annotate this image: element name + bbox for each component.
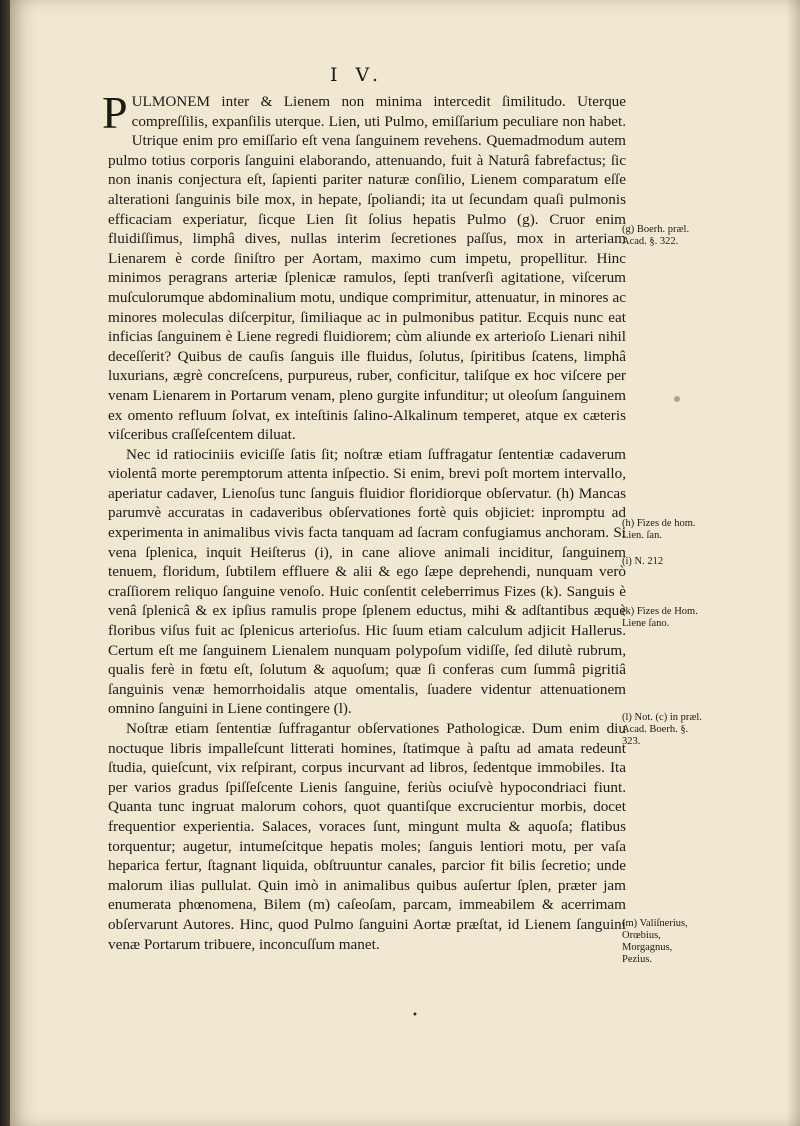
drop-cap: P: [102, 87, 128, 138]
margin-note-l: (l) Not. (c) in præl. Acad. Boerh. §. 323.: [622, 712, 702, 747]
paragraph-1-text: ULMONEM inter & Lienem non minima intercedit ſimilitudo. Uterque compreſſilis, expanſilis uterque. Lien, uti Pulmo, emiſſarium peculiare non habet. Utrique enim pro emiſſario eſt vena ſanguinem revehens. Quemadmodum autem pulmo totius corporis ſanguini elaborando, attenuando, fuit à Naturâ fabrefactus; ſic non inanis conjectura eſt, ſapienti pariter naturæ conſilio, Lienem comparatum eſſe alterationi ſanguinis bile mox, in hepate, ſpoliandi; ita ut ſecundam quaſi pulmonis efficaciam experiatur, ſicque Lien ſit ſolius hepatis Pulmo (g). Cruor enim fluidiſſimus, limphâ dives, nullas interim ſecretiones paſſus, mox in arteriam Lienarem è corde ſiniſtro per Aortam, maximo cum impetu, propellitur. Hinc minimos peragrans arteriæ ſplenicæ ramulos, ſepti tranſverſi agitatione, viſcerum muſculorumque abdominalium motu, undique comprimitur, attenuatur, in minores ac minores moleculas diſcerpitur, ſimiliaque ac in pulmonibus patitur. Ecquis nunc eat inficias ſanguinem è Liene regredi fluidiorem; cùm aliunde ex arterioſo Lienari nihil deceſſerit? Quibus de cauſis ſanguis ille fluidus, ſolutus, ſpiritibus ſcatens, limphâ luxurians, ægrè concreſcens, purpureus, ruber, conficitur, taliſque ex hoc viſcere per venam Lienarem in Portarum venam, pleno gurgite infunditur; ut oleoſum ſanguinem ex omento refluum ſolvat, ex inteſtinis ſalino-Alkalinum temperet, atque ex cæteris viſceribus craſſeſcentem diluat.: [108, 93, 626, 444]
margin-note-m: (m) Valiſnerius, Orœbius, Morgagnus, Pezius.: [622, 918, 688, 965]
book-gutter: [0, 0, 10, 1126]
margin-note-g: (g) Boerh. præl. Acad. §. 322.: [622, 224, 690, 247]
main-text: [102, 87, 626, 954]
footer-mark: •: [412, 1010, 418, 1021]
page-edge-shade: [786, 0, 800, 1126]
margin-note-h: (h) Fizes de hom. Lien. ſan.: [622, 518, 696, 541]
page-number-header: I V.: [330, 64, 384, 86]
margin-note-i: (i) N. 212: [622, 556, 664, 567]
paragraph-1: [102, 87, 626, 445]
paragraph-2: Nec id ratiociniis eviciſſe ſatis ſit; noſtræ etiam ſuffragatur ſententiæ cadaverum violentâ morte peremptorum attenta inſpectio. Si enim, brevi poſt mortem intervallo, aperiatur cadaver, Lienoſus tunc ſanguis fluidior floridiorque obſervatur. (h) Mancas parumvè accuratas in cadaveribus obſervationes fortè quis objiciet: inpromptu ad experimenta in animalibus vivis facta tanquam ad ſacram confugiamus anchoram. Si vena ſplenica, inquit Heiſterus (i), in cane aliove animali inciditur, ſanguinem tenuem, floridum, ſubtilem effluere & alii & ego ſæpe deprehendi, nunquam verò craſſiorem reliquo ſanguine venoſo. Huic conſentit celeberrimus Fizes (k). Sanguis è venâ ſplenicâ & ex ipſius ramulis prope ſplenem eductus, mihi & adſtantibus æquè floribus viſus fuit ac ſplenicus arterioſus. Hic ſuum etiam calculum adjicit Hallerus. Certum eſt me ſanguinem Lienalem nunquam polypoſum vidiſſe, ſed dilutè rubrum, qualis ferè in fœtu eſt, ſolutum & aquoſum; quæ ſi conferas cum ſummâ pigritiâ ſanguinis venæ hemorrhoidalis atque omentalis, ſuadere videntur attenuationem omnino ſanguini in Liene contingere (l).: [108, 445, 626, 718]
margin-note-k: (k) Fizes de Hom. Liene ſano.: [622, 606, 698, 629]
ink-spot: [674, 396, 680, 402]
paragraph-3: Noſtræ etiam ſententiæ ſuffragantur obſervationes Pathologicæ. Dum enim diu noctuque libris impalleſcunt litterati homines, ſtatimque à paſtu ad amata redeunt ſtudia, quieſcunt, vix reſpirant, corpus incurvant ad libros, ſedentque immobiles. Ita per varios gradus ſpiſſeſcente Lienis ſanguine, feriùs ociuſvè hypocondriaci fiunt. Quanta tunc ingruat malorum cohors, quot quantiſque excrucientur morbis, docet frequentior experientia. Salaces, voraces ſunt, mingunt multa & aquoſa; flatibus torquentur; augetur, intumeſcitque hepatis moles; ſanguis lentiori motu, per vaſa heparica fertur, ſtagnant liquida, obſtruuntur canales, parcior fit bilis ſecretio; unde malorum ilias pullulat. Quin imò in animalibus quibus auſertur ſplen, præter jam enumerata phœnomena, Bilem (m) caſeoſam, parcam, immeabilem & acerrimam obſervarunt Autores. Hinc, quod Pulmo ſanguini Aortæ præſtat, id Lienem ſanguini venæ Portarum tribuere, inconcuſſum manet.: [108, 720, 626, 953]
